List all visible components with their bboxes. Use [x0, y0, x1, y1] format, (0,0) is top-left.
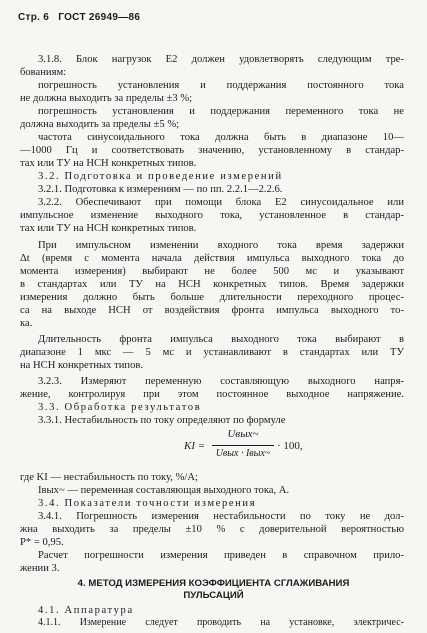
text-line: 3.3.1. Нестабильность по току определяют по формуле: [38, 415, 286, 426]
standard-code: ГОСТ 26949—86: [58, 12, 141, 23]
text-line: измерения должно быть больше длительности переходного процес-: [20, 292, 404, 303]
text-line: 3.4.1. Погрешность измерения нестабильности по току не дол-: [38, 511, 404, 522]
text-line: погрешность установления и поддержания постоянного тока: [38, 80, 404, 91]
text-line: частота синусоидального тока должна быть в диапазоне 10—: [38, 132, 404, 143]
text-line: Iвых~ — переменная составляющая выходного тока, А.: [38, 485, 290, 496]
fraction-bar: [212, 445, 274, 446]
text-line: 3.2.1. Подготовка к измерениям — по пп. 2.2.1—2.2.6.: [38, 184, 283, 195]
text-line: должна выходить за пределы ±5 %;: [20, 119, 180, 130]
text-line: 4.1.1. Измерение следует проводить на установке, электричес-: [38, 617, 404, 628]
text-line: не должна выходить за пределы ±3 %;: [20, 93, 193, 104]
text-line: диапазоне 1 мкс — 5 мс и устанавливают в стандартах или ТУ: [20, 347, 404, 358]
formula-rhs: · 100,: [277, 440, 303, 452]
text-line: —1000 Гц и соответствовать значению, установленному в стандар-: [20, 145, 404, 156]
text-line: жении 3.: [20, 563, 60, 574]
text-line: в стандартах или ТУ на НСН конкретных типов. Время задержки: [20, 279, 404, 290]
text-line: Расчет погрешности измерения приведен в справочном прило-: [38, 550, 404, 561]
text-line: P* = 0,95.: [20, 537, 64, 548]
text-line: погрешность установления и поддержания переменного тока не: [38, 106, 404, 117]
section-title: 4. МЕТОД ИЗМЕРЕНИЯ КОЭФФИЦИЕНТА СГЛАЖИВАНИЯ: [77, 578, 350, 589]
text-line: жение, контролируя при этом постоянное выходное напряжение.: [20, 389, 404, 400]
text-line: 3.1.8. Блок нагрузок E2 должен удовлетворять следующим тре-: [38, 54, 404, 65]
text-line: импульсное изменение выходного тока, установленное в стандар-: [20, 210, 404, 221]
text-line: са на выходе НСН от воздействия фронта импульса выходного то-: [20, 305, 404, 316]
subsection-heading: 3.3. Обработка результатов: [38, 402, 202, 413]
formula-numerator: Uвых~: [227, 428, 259, 440]
text-line: жна выходить за пределы ±10 % с доверительной вероятностью: [20, 524, 404, 535]
page-number: Стр. 6: [18, 12, 50, 23]
text-line: тах или ТУ на НСН конкретных типов.: [20, 223, 197, 234]
text-line: При импульсном изменении входного тока время задержки: [38, 240, 404, 251]
subsection-heading: 3.2. Подготовка и проведение измерений: [38, 171, 283, 182]
text-line: момента измерения) выбирают не более 500 мс и указывают: [20, 266, 404, 277]
text-line: тах или ТУ на НСН конкретных типов.: [20, 158, 197, 169]
text-line: бованиям:: [20, 67, 67, 78]
formula-lhs: KI =: [184, 440, 206, 452]
text-line: Δt (время с момента начала действия импульса выходного тока до: [20, 253, 404, 264]
text-line: ка.: [20, 318, 33, 329]
section-title-cont: ПУЛЬСАЦИЙ: [183, 590, 244, 601]
subsection-heading: 3.4. Показатели точности измерения: [38, 498, 257, 509]
text-line: на НСН конкретных типов.: [20, 360, 144, 371]
text-line: 3.2.2. Обеспечивают при помощи блока E2 синусоидальное или: [38, 197, 404, 208]
text-line: Длительность фронта импульса выходного тока выбирают в: [38, 334, 404, 345]
text-line: где KI — нестабильность по току, %/А;: [20, 472, 198, 483]
subsection-heading: 4.1. Аппаратура: [38, 605, 134, 616]
text-line: 3.2.3. Измеряют переменную составляющую выходного напря-: [38, 376, 404, 387]
instability-formula: [184, 428, 344, 468]
page-header: [18, 12, 146, 23]
formula-denominator: Uвых · Iвых~: [215, 448, 271, 459]
